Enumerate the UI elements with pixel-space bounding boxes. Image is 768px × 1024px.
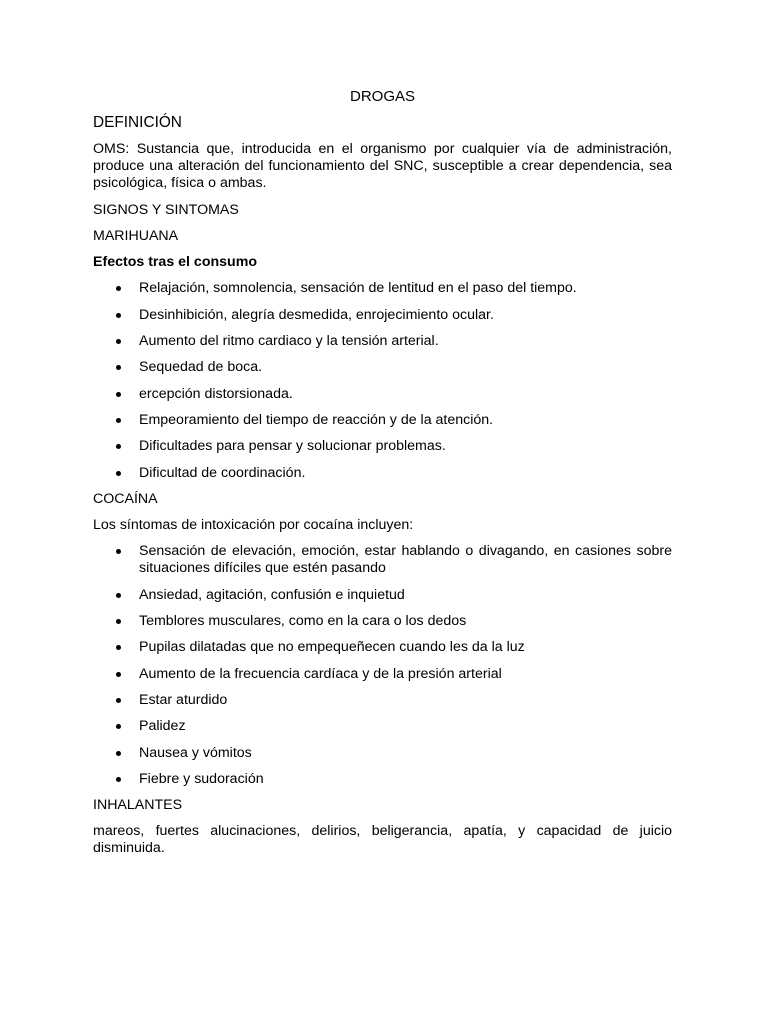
inhalantes-heading: INHALANTES (93, 797, 183, 814)
bullet-icon (116, 418, 121, 423)
list-item (93, 718, 672, 735)
list-item-text: Aumento de la frecuencia cardíaca y de la presión arterial (139, 665, 502, 682)
bullet-icon (116, 751, 121, 756)
list-item (93, 307, 672, 324)
signs-heading: SIGNOS Y SINTOMAS (93, 201, 239, 218)
list-item-text: ercepción distorsionada. (139, 385, 293, 402)
list-item (93, 359, 672, 376)
marihuana-subheading: Efectos tras el consumo (93, 254, 257, 271)
bullet-icon (116, 549, 121, 554)
list-item-text: Relajación, somnolencia, sensación de lentitud en el paso del tiempo. (139, 280, 577, 297)
list-item-text: Fiebre y sudoración (139, 770, 264, 787)
document-page (93, 88, 672, 867)
bullet-icon (116, 724, 121, 729)
list-item-text: Dificultades para pensar y solucionar problemas. (139, 438, 446, 455)
list-item (93, 692, 672, 709)
list-item-text: Nausea y vómitos (139, 744, 252, 761)
list-item-text: Empeoramiento del tiempo de reacción y de la atención. (139, 411, 494, 428)
list-item (93, 465, 672, 482)
list-item (93, 333, 672, 350)
bullet-icon (116, 471, 121, 476)
list-item-text: Desinhibición, alegría desmedida, enrojecimiento ocular. (139, 306, 494, 323)
list-item (93, 386, 672, 403)
marihuana-heading: MARIHUANA (93, 227, 179, 244)
bullet-icon (116, 313, 121, 318)
list-item (93, 412, 672, 429)
list-item (93, 280, 672, 297)
bullet-icon (116, 672, 121, 677)
bullet-icon (116, 444, 121, 449)
list-item (93, 745, 672, 762)
list-item (93, 613, 672, 630)
bullet-icon (116, 698, 121, 703)
document-title: DROGAS (349, 87, 415, 105)
bullet-icon (116, 777, 121, 782)
list-item (93, 543, 672, 577)
definition-heading: DEFINICIÓN (93, 114, 182, 131)
cocaina-intro: Los síntomas de intoxicación por cocaína incluyen: (93, 517, 414, 534)
list-item (93, 771, 672, 788)
list-item-text: Sequedad de boca. (139, 359, 263, 376)
list-item-text: Pupilas dilatadas que no empequeñecen cuando les da la luz (139, 639, 525, 656)
list-item-text: Palidez (139, 718, 186, 735)
list-item-text: Dificultad de coordinación. (139, 464, 306, 481)
bullet-icon (116, 339, 121, 344)
bullet-icon (116, 645, 121, 650)
list-item-text: Aumento del ritmo cardiaco y la tensión arterial. (139, 333, 439, 350)
list-item-text: Temblores musculares, como en la cara o los dedos (139, 613, 467, 630)
bullet-icon (116, 619, 121, 624)
bullet-icon (116, 365, 121, 370)
bullet-icon (116, 286, 121, 291)
list-item-text: Sensación de elevación, emoción, estar hablando o divagando, en casiones sobre situaciones difíciles que estén pasando (139, 543, 672, 577)
list-item (93, 587, 672, 604)
marihuana-effects-list (93, 280, 672, 481)
bullet-icon (116, 593, 121, 598)
list-item (93, 438, 672, 455)
cocaina-symptoms-list (93, 543, 672, 787)
list-item (93, 639, 672, 656)
cocaina-heading: COCAÍNA (93, 490, 158, 507)
list-item (93, 666, 672, 683)
bullet-icon (116, 392, 121, 397)
list-item-text: Ansiedad, agitación, confusión e inquietud (139, 586, 405, 603)
inhalantes-paragraph: mareos, fuertes alucinaciones, delirios, beligerancia, apatía, y capacidad de juicio disminuida. (93, 823, 672, 857)
definition-paragraph: OMS: Sustancia que, introducida en el organismo por cualquier vía de administración, produce una alteración del funcionamiento del SNC, susceptible a crear dependencia, sea psicológica, física o ambas. (93, 141, 672, 192)
list-item-text: Estar aturdido (139, 691, 228, 708)
